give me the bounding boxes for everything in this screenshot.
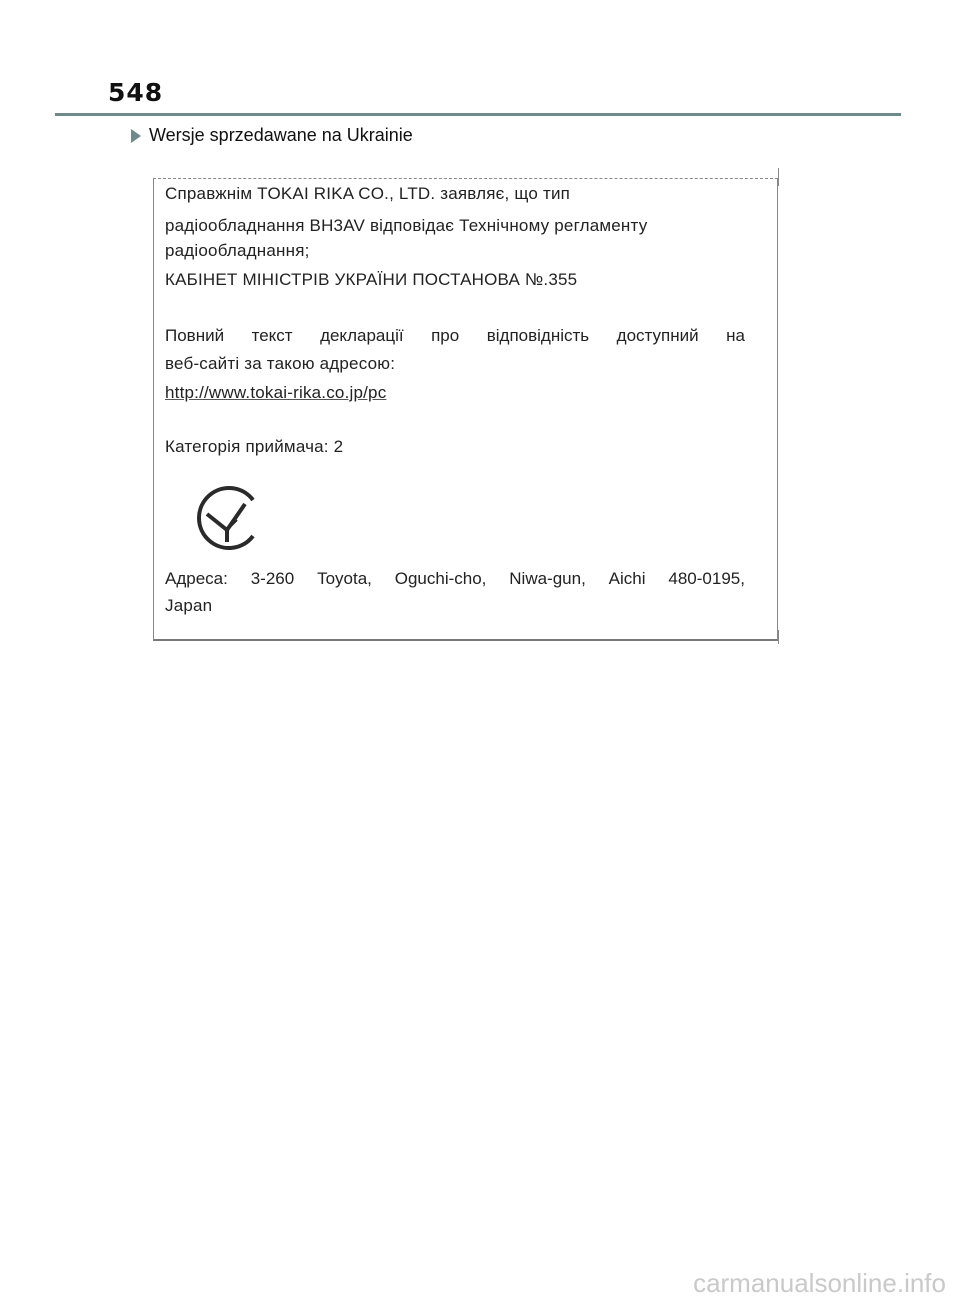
word: декларації xyxy=(320,326,404,345)
website-intro: веб-сайті за такою адресою: xyxy=(165,354,396,373)
declaration-line-4: КАБІНЕТ МІНІСТРІВ УКРАЇНИ ПОСТАНОВА №.355 xyxy=(165,270,578,289)
word: Адреса: xyxy=(165,569,228,588)
declaration-line-3: радіообладнання; xyxy=(165,241,310,260)
declaration-url-row xyxy=(165,383,386,403)
triangle-bullet-icon xyxy=(131,129,141,143)
word: Oguchi-cho, xyxy=(394,569,487,588)
box-corner-tick xyxy=(778,168,779,186)
word: Toyota, xyxy=(317,569,372,588)
page-number: 548 xyxy=(108,78,164,107)
section-heading xyxy=(131,125,413,146)
word: про xyxy=(431,326,460,345)
box-corner-tick-bottom xyxy=(778,630,779,644)
word: 480-0195, xyxy=(668,569,745,588)
word: на xyxy=(726,326,745,345)
declaration-line-1: Справжнім TOKAI RIKA CO., LTD. заявляє, що тип xyxy=(165,184,571,203)
word: Aichi xyxy=(608,569,646,588)
word: відповідність xyxy=(486,326,590,345)
full-text-line xyxy=(165,326,745,346)
word: Niwa-gun, xyxy=(509,569,586,588)
header-rule xyxy=(55,113,901,116)
declaration-line-2: радіообладнання BH3AV відповідає Технічному регламенту xyxy=(165,216,648,235)
section-heading-text: Wersje sprzedawane na Ukrainie xyxy=(149,125,413,145)
watermark: carmanualsonline.info xyxy=(693,1268,946,1298)
address-line xyxy=(165,569,745,589)
word: текст xyxy=(251,326,293,345)
receiver-category: Категорія приймача: 2 xyxy=(165,437,344,456)
declaration-url-link[interactable]: http://www.tokai-rika.co.jp/pc xyxy=(165,383,387,402)
word: 3-260 xyxy=(250,569,295,588)
word: доступний xyxy=(616,326,699,345)
ukrainian-conformity-mark-icon xyxy=(193,484,261,552)
address-country: Japan xyxy=(165,596,213,615)
word: Повний xyxy=(165,326,225,345)
